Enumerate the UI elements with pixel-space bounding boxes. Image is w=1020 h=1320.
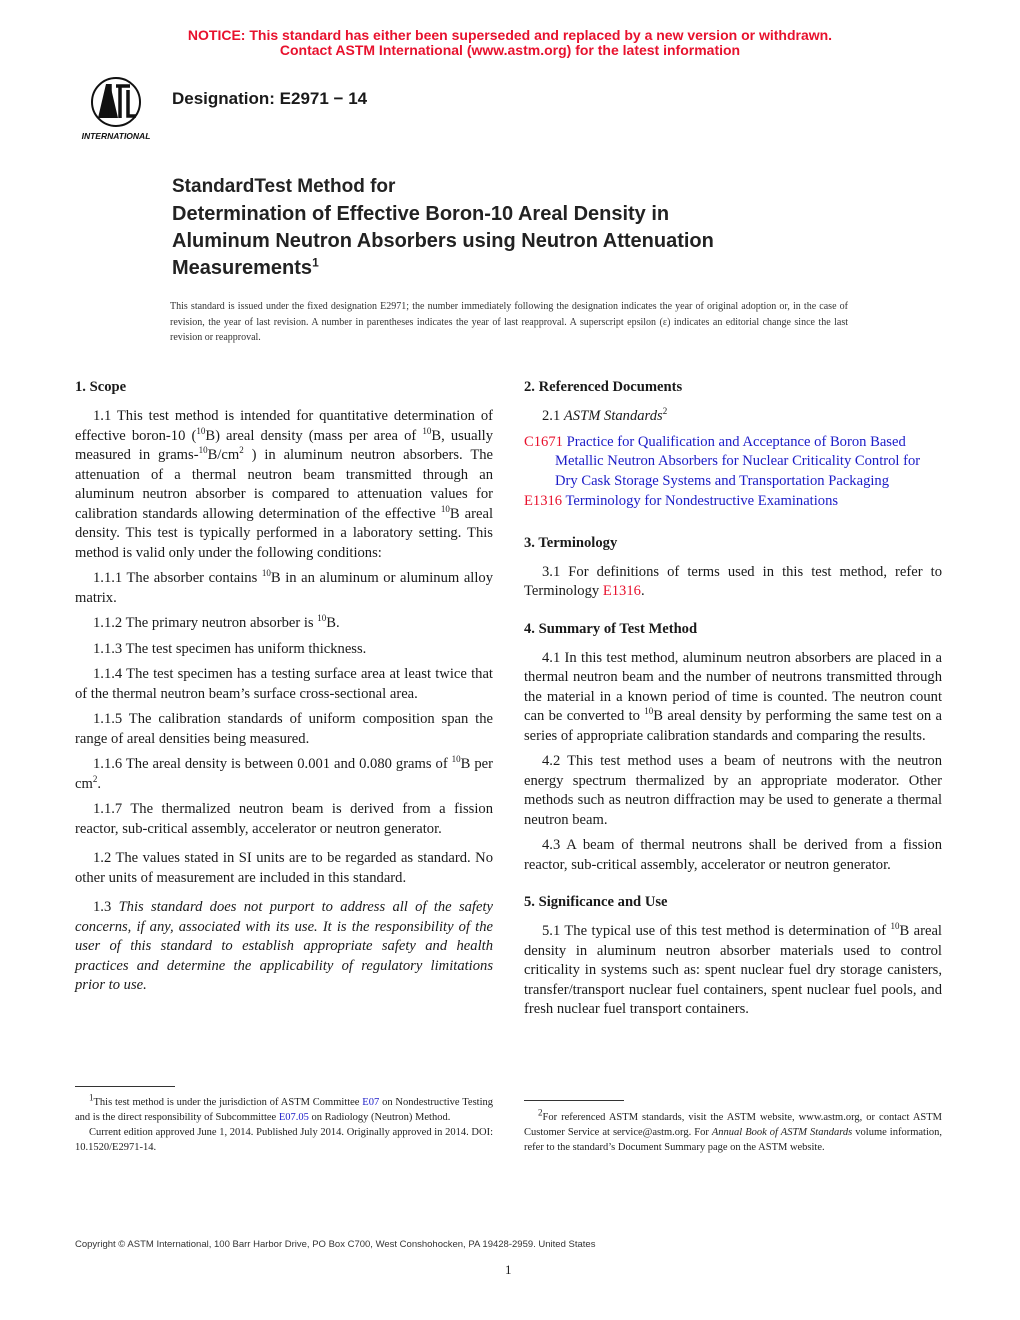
para-1-1-5: 1.1.5 The calibration standards of uniform composition span the range of areal densities being measured. (75, 711, 493, 747)
para-1-3: 1.3 This standard does not purport to address all of the safety concerns, if any, associated with its use. It is the responsibility of the user of this standard to establish appropriate safety and health practices and determine the applicability of regulatory limitations prior to use. (75, 899, 493, 993)
significance-heading: 5. Significance and Use (524, 894, 668, 910)
para-1-1-4: 1.1.4 The test specimen has a testing surface area at least twice that of the thermal neutron beam’s surface cross-sectional area. (75, 666, 493, 702)
footnote-1-text: $^1$This test method is under the jurisdiction of ASTM Committee E07 on Nondestructive Testing and is the direct responsibility of Subcommittee E07.05 on Radiology (Neutron) Method. (75, 1092, 493, 1123)
ref-e1316-code[interactable]: E1316 (524, 493, 563, 509)
notice-line-1: NOTICE: This standard has either been superseded and replaced by a new version or withdrawn. (187, 27, 833, 43)
astm-logo (70, 76, 162, 142)
preamble: This standard is issued under the fixed designation E2971; the number immediately following the designation indicates the year of original adoption or, in the case of revision, the year of last revision. A number in parentheses indicates the year of last reapproval. A superscript epsilon (ε) indicates an editorial change since the last revision or reapproval. (170, 301, 848, 343)
svg-text:INTERNATIONAL: INTERNATIONAL (81, 131, 151, 141)
footnote-1 (75, 1092, 493, 1155)
left-column (75, 378, 493, 1002)
para-1-1-3: 1.1.3 The test specimen has uniform thickness. (93, 640, 367, 657)
title-line-3: Aluminum Neutron Absorbers using Neutron Attenuation (172, 230, 714, 252)
document-title (172, 176, 872, 282)
para-1-2: 1.2 The values stated in SI units are to be regarded as standard. No other units of measurement are included in this standard. (75, 850, 493, 886)
e07-05-link[interactable]: E07.05 (278, 1112, 309, 1123)
footnote-rule-right (524, 1100, 624, 1101)
ref-c1671-title[interactable]: Practice for Qualification and Acceptance of Boron Based Metallic Neutron Absorbers for Nuclear Criticality Control for Dry Cask Storage Systems and Transportation Packaging (555, 433, 921, 489)
e07-link[interactable]: E07 (362, 1097, 380, 1108)
para-1-1: 1.1 This test method is intended for quantitative determination of effective boron-10 ($^{10}$B) areal density (mass per area of $^{10}$B, usually measured in grams-$^{10}B/cm^2$ ) in aluminum neutron absorbers. The attenuation of a thermal neutron beam transmitted through an aluminum neutron absorber is compared to attenuation values for calibration standards allowing determination of the effective $^{10}$B areal density. This test is typically performed in a laboratory setting. This method is valid only under the following conditions: (75, 408, 494, 561)
page-number: 1 (505, 1262, 512, 1277)
footnote-2 (524, 1107, 942, 1155)
title-line-2: Determination of Effective Boron-10 Areal Density in (172, 203, 670, 225)
footnote-2-text: $^2$For referenced ASTM standards, visit the ASTM website, www.astm.org, or contact ASTM Customer Service at service@astm.org. For Annual Book of ASTM Standards volume information, refer to the standard’s Document Summary page on the ASTM website. (524, 1107, 942, 1153)
title-line-4: Measurements$^1$ (172, 255, 319, 279)
para-4-3: 4.3 A beam of thermal neutrons shall be derived from a fission reactor, sub-critical assembly, accelerator or neutron generator. (524, 837, 942, 873)
para-2-1: 2.1 ASTM Standards$^2$ (542, 406, 668, 424)
terminology-e1316-link[interactable]: E1316 (602, 583, 641, 599)
title-line-1: StandardTest Method for (172, 176, 396, 197)
para-5-1: 5.1 The typical use of this test method is determination of $^{10}$B areal density in aluminum neutron absorber materials used to control criticality in systems such as: spent nuclear fuel dry storage canisters, transfer/transport nuclear fuel containers, spent nuclear fuel pools, and fresh nuclear fuel transport containers. (524, 921, 942, 1017)
designation: Designation: E2971 − 14 (172, 89, 368, 108)
footnote-1-edition: Current edition approved June 1, 2014. Published July 2014. Originally approved in 2014. DOI: 10.1520/E2971-14. (75, 1127, 493, 1153)
para-4-1: 4.1 In this test method, aluminum neutron absorbers are placed in a thermal neutron beam and the number of neutrons transmitted through the material in a known period of time is counted. The neutron count can be converted to $^{10}$B areal density by performing the same test on a series of appropriate calibration standards and comparing the results. (524, 649, 942, 744)
ref-c1671-code[interactable]: C1671 (524, 433, 563, 450)
para-4-2: 4.2 This test method uses a beam of neutrons with the neutron energy spectrum thermalized by an appropriate moderator. Other methods such as neutron diffraction may be used to generate a thermal neutron beam. (524, 753, 942, 828)
ref-e1316[interactable] (524, 492, 942, 512)
right-column (524, 378, 942, 1026)
para-1-1-2: 1.1.2 The primary neutron absorber is $^{10}$B. (93, 613, 340, 631)
para-3-1: 3.1 For definitions of terms used in this test method, refer to Terminology E1316. (524, 563, 942, 599)
ref-c1671[interactable] (524, 433, 942, 492)
para-1-1-6: 1.1.6 The areal density is between 0.001 and 0.080 grams of $^{10}$B per $cm^2$. (75, 754, 493, 792)
summary-heading: 4. Summary of Test Method (524, 620, 698, 637)
terminology-heading: 3. Terminology (524, 534, 618, 551)
footnote-rule-left (75, 1086, 175, 1087)
para-1-1-7: 1.1.7 The thermalized neutron beam is derived from a fission reactor, sub-critical assembly, accelerator or neutron generator. (75, 801, 493, 837)
notice-line-2: Contact ASTM International (www.astm.org) for the latest information (279, 42, 741, 58)
scope-heading: 1. Scope (75, 379, 127, 395)
ref-e1316-title[interactable]: Terminology for Nondestructive Examinations (565, 493, 839, 509)
copyright: Copyright © ASTM International, 100 Barr Harbor Drive, PO Box C700, West Conshohocken, PA 19428-2959. United States (75, 1239, 596, 1250)
para-1-1-1: 1.1.1 The absorber contains $^{10}$B in an aluminum or aluminum alloy matrix. (75, 568, 493, 606)
refdocs-heading: 2. Referenced Documents (524, 379, 683, 395)
